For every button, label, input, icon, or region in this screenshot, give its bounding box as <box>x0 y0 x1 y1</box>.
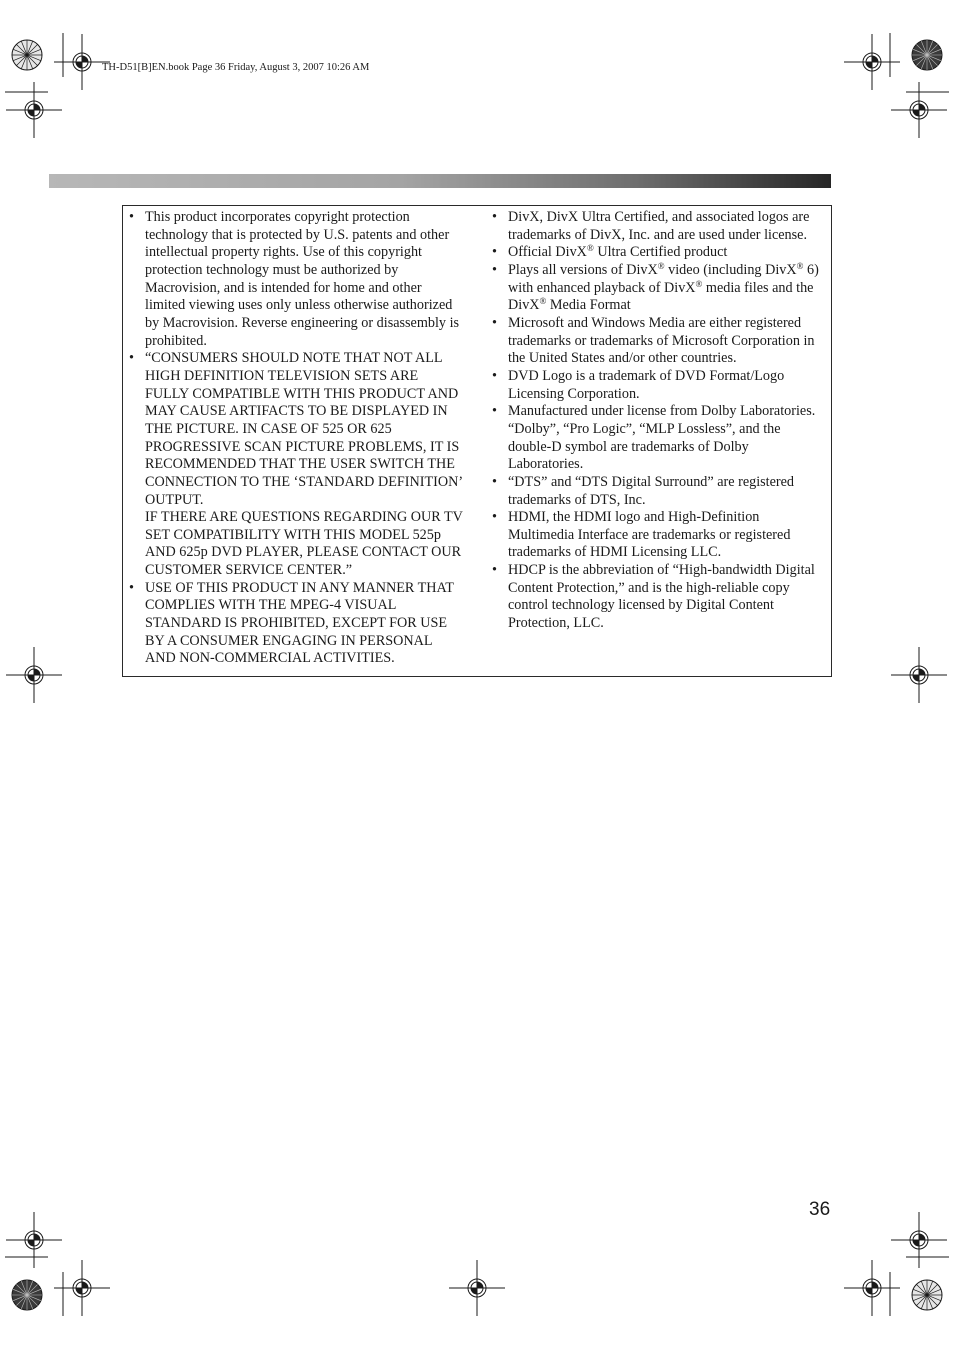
microsoft-text: Microsoft and Windows Media are either registered trademarks or trademarks of Microsoft Corporation in the United States and/or other countries. <box>508 314 815 367</box>
file-info-header: TH-D51[B]EN.book Page 36 Friday, August 3, 2007 10:26 AM <box>102 62 370 73</box>
list-item-text: “CONSUMERS SHOULD NOTE THAT NOT ALL HIGH DEFINITION TELEVISION SETS ARE FULLY COMPATIBLE WITH THIS PRODUCT AND MAY CAUSE ARTIFACTS TO BE DISPLAYED IN THE PICTURE. IN CASE OF 525 OR 625 PROGRESSIVE SCAN PICTURE PROBLEMS, IT IS RECOMMENDED THAT THE USER SWITCH THE CONNECTION TO THE ‘STANDARD DEFINITION’ OUTPUT. <box>145 350 463 508</box>
bullet: • <box>492 314 497 331</box>
hdcp-text: HDCP is the abbreviation of “High-bandwidth Digital Content Protection,” and is the high-reliable copy control technology licensed by Digital Content Protection, LLC. <box>508 562 815 632</box>
registered-mark: ® <box>796 260 804 271</box>
bullet: • <box>129 350 134 367</box>
bullet: • <box>492 403 497 420</box>
dolby-text: Manufactured under license from Dolby Laboratories. “Dolby”, “Pro Logic”, “MLP Lossless”, and the double-D symbol are trademarks of Dolby Laboratories. <box>508 403 816 473</box>
divx-logos-text: DivX, DivX Ultra Certified, and associated logos are trademarks of DivX, Inc. and are used under license. <box>508 209 810 243</box>
text-run: Plays all versions of DivX <box>508 261 658 278</box>
bullet: • <box>129 209 134 225</box>
bullet: • <box>492 261 497 278</box>
bullet: • <box>129 579 134 596</box>
dts-text: “DTS” and “DTS Digital Surround” are registered trademarks of DTS, Inc. <box>508 473 795 508</box>
list-item-text: USE OF THIS PRODUCT IN ANY MANNER THAT COMPLIES WITH THE MPEG-4 VISUAL STANDARD IS PROHIBITED, EXCEPT FOR USE BY A CONSUMER ENGAGING IN PERSONAL AND NON-COMMERCIAL ACTIVITIES. <box>145 579 454 667</box>
text-run: Media Format <box>546 297 631 314</box>
page-number: 36 <box>809 1199 831 1220</box>
registered-mark: ® <box>695 278 703 289</box>
list-item-text: This product incorporates copyright protection technology that is protected by U.S. patents and other intellectual property rights. Use of this copyright protection technology must be authorized by Macrovision, and is intended for home and other limited viewing uses only unless otherwise authorized by Macrovision. Reverse engineering or disassembly is prohibited. <box>145 209 460 349</box>
bullet: • <box>492 562 497 579</box>
bullet: • <box>492 367 497 384</box>
text-run: Official DivX <box>508 244 587 261</box>
text-run: media files and the DivX <box>508 279 814 314</box>
text-run: 6) with enhanced playback of DivX <box>508 261 819 296</box>
bullet: • <box>492 509 497 526</box>
registered-mark: ® <box>539 296 547 307</box>
list-item-text-continued: IF THERE ARE QUESTIONS REGARDING OUR TV SET COMPATIBILITY WITH THIS MODEL 525p AND 625p DVD PLAYER, PLEASE CONTACT OUR CUSTOMER SERVICE CENTER.” <box>145 509 463 579</box>
dvd-logo-text: DVD Logo is a trademark of DVD Format/Logo Licensing Corporation. <box>508 367 785 402</box>
text-run: Ultra Certified product <box>593 244 728 261</box>
registered-mark: ® <box>657 260 665 271</box>
registered-mark: ® <box>586 243 594 254</box>
bullet: • <box>492 209 497 225</box>
hdmi-text: HDMI, the HDMI logo and High-Definition Multimedia Interface are trademarks or registered trademarks of HDMI Licensing LLC. <box>508 509 791 561</box>
bullet: • <box>492 244 497 261</box>
bullet: • <box>492 473 497 490</box>
text-run: video (including DivX <box>664 261 797 278</box>
